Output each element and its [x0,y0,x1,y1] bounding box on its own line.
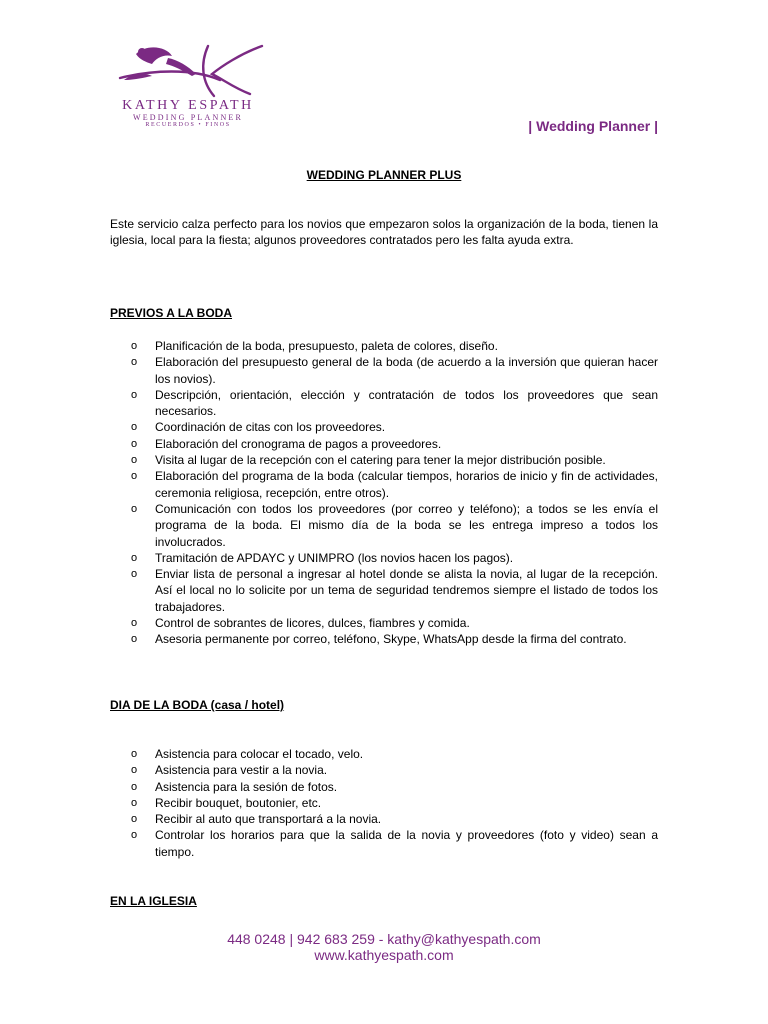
section-heading-iglesia: EN LA IGLESIA [110,894,197,908]
list-item: o Comunicación con todos los proveedores (por correo y teléfono); a todos se les envía el programa de la boda. El mismo día de la boda se les entrega impreso a todos los involucrados. [110,501,658,550]
list-item: o Asistencia para colocar el tocado, velo. [110,746,658,762]
list-item: o Controlar los horarios para que la salida de la novia y proveedores (foto y video) sean a tiempo. [110,827,658,860]
list-item: o Asistencia para la sesión de fotos. [110,779,658,795]
list-item: o Enviar lista de personal a ingresar al hotel donde se alista la novia, al lugar de la recepción. Así el local no lo solicite por un tema de seguridad tendremos siempre el listado de todos los trabajadores. [110,566,658,615]
list-item: o Coordinación de citas con los proveedores. [110,419,658,435]
logo-monogram-icon [112,40,264,98]
intro-paragraph: Este servicio calza perfecto para los novios que empezaron solos la organización de la boda, tienen la iglesia, local para la fiesta; algunos proveedores contratados pero les falta ayuda extra. [110,217,658,247]
list-item: o Tramitación de APDAYC y UNIMPRO (los novios hacen los pagos). [110,550,658,566]
list-item: o Recibir bouquet, boutonier, etc. [110,795,658,811]
logo-name: KATHY ESPATH [122,98,254,113]
letterhead-logo [112,40,264,130]
list-item: o Visita al lugar de la recepción con el catering para tener la mejor distribución posible. [110,452,658,468]
list-item: o Elaboración del programa de la boda (calcular tiempos, horarios de inicio y fin de actividades, ceremonia religiosa, recepción, entre otros). [110,468,658,501]
header-section-label: | Wedding Planner | [528,118,658,134]
document-title: WEDDING PLANNER PLUS [306,168,462,182]
list-item: o Elaboración del cronograma de pagos a proveedores. [110,436,658,452]
list-item: o Recibir al auto que transportará a la novia. [110,811,658,827]
list-item: o Descripción, orientación, elección y contratación de todos los proveedores que sean necesarios. [110,387,658,420]
list-previos [110,338,658,648]
list-dia-boda [110,746,658,860]
footer-contact: 448 0248 | 942 683 259 - kathy@kathyespath.com [227,931,541,947]
list-item: o Control de sobrantes de licores, dulces, fiambres y comida. [110,615,658,631]
footer-website: www.kathyespath.com [314,947,454,963]
list-item: o Asistencia para vestir a la novia. [110,762,658,778]
list-item: o Planificación de la boda, presupuesto, paleta de colores, diseño. [110,338,658,354]
list-item: o Elaboración del presupuesto general de la boda (de acuerdo a la inversión que quieran hacer los novios). [110,354,658,387]
section-heading-previos: PREVIOS A LA BODA [110,306,233,320]
logo-subline: RECUERDOS • FINOS [145,122,231,128]
section-heading-dia-boda: DIA DE LA BODA (casa / hotel) [110,698,285,712]
list-item: o Asesoria permanente por correo, teléfono, Skype, WhatsApp desde la firma del contrato. [110,631,658,647]
logo-tagline: WEDDING PLANNER [132,113,244,122]
